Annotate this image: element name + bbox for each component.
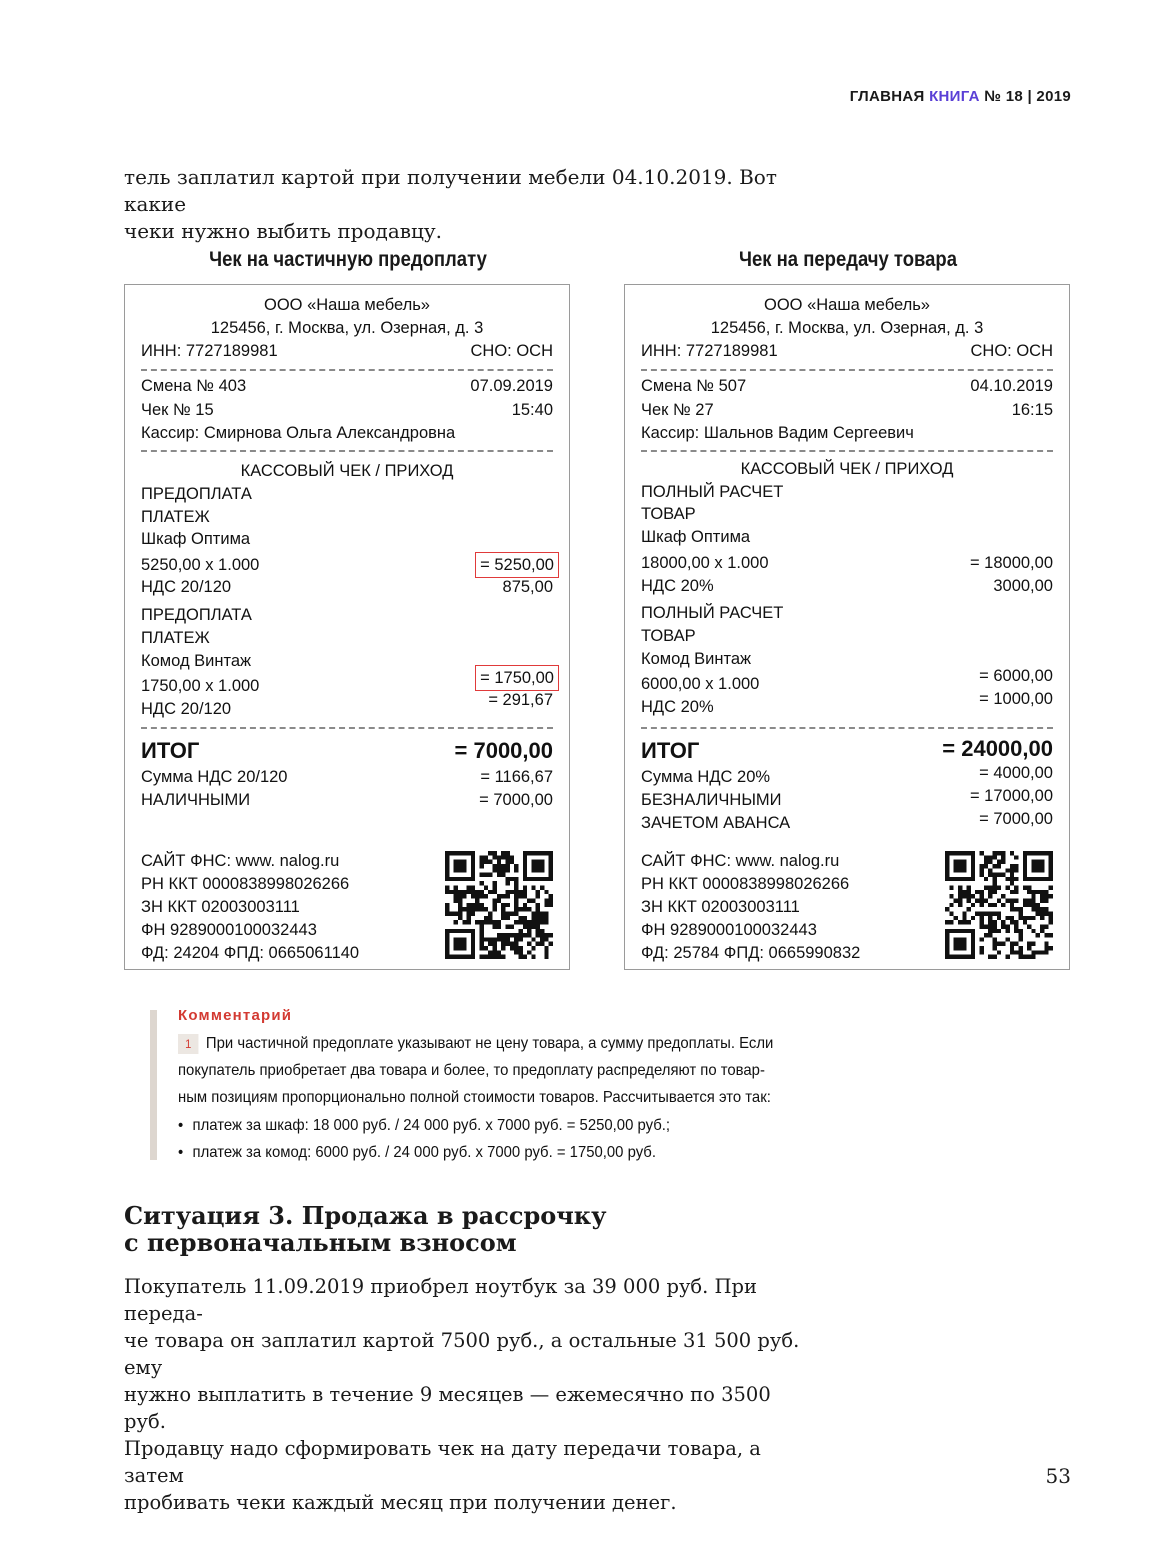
rn-kkt: РН ККТ 0000838998026266: [641, 875, 850, 893]
advance-value: = 7000,00: [979, 810, 1053, 828]
divider: [141, 369, 553, 371]
receipt-prepayment: [124, 284, 570, 970]
cashless-value: = 17000,00: [969, 787, 1053, 805]
comment-title: Комментарий: [178, 1007, 293, 1024]
item-vat: НДС 20/120: [141, 578, 232, 596]
divider: [141, 450, 553, 452]
item-sum-highlight: = 1750,00: [475, 665, 559, 691]
paragraph-line: пробивать чеки каждый месяц при получении денег.: [124, 1491, 677, 1514]
item-sum-highlight: = 5250,00: [475, 552, 559, 578]
total-value: = 7000,00: [454, 738, 553, 763]
brand-part2: КНИГА: [929, 88, 980, 105]
inn: ИНН: 7727189981: [141, 342, 278, 360]
section-paragraph: [124, 1273, 814, 1516]
time: 16:15: [1011, 401, 1053, 419]
item-vat-sum: = 291,67: [488, 691, 553, 709]
paragraph-line: нужно выплатить в течение 9 месяцев — ежемесячно по 3500 руб.: [124, 1383, 771, 1433]
fns-site: САЙТ ФНС: www. nalog.ru: [141, 852, 340, 870]
item-name: Комод Винтаж: [641, 650, 752, 668]
divider: [641, 727, 1053, 729]
item-vat: НДС 20%: [641, 698, 714, 716]
comment-text: При частичной предоплате указывают не цену товара, а сумму предоплаты. Если: [205, 1035, 774, 1052]
cashier: Кассир: Смирнова Ольга Александровна: [141, 424, 456, 442]
brand-part1: ГЛАВНАЯ: [849, 88, 925, 105]
zn-kkt: ЗН ККТ 02003003111: [141, 898, 300, 916]
calc-subject: ТОВАР: [641, 505, 696, 523]
heading-line: Ситуация 3. Продажа в рассрочку: [124, 1201, 607, 1230]
fd-fpd: ФД: 24204 ФПД: 0665061140: [141, 944, 360, 962]
item-qty: 5250,00 х 1.000: [141, 556, 260, 574]
calc-method: ПРЕДОПЛАТА: [141, 485, 252, 503]
item-sum: = 18000,00: [969, 554, 1053, 572]
company: ООО «Наша мебель»: [764, 296, 930, 314]
zn-kkt: ЗН ККТ 02003003111: [641, 898, 800, 916]
total-label: ИТОГ: [141, 738, 200, 763]
vat-total-label: Сумма НДС 20/120: [141, 768, 288, 786]
doc-type: КАССОВЫЙ ЧЕК / ПРИХОД: [740, 460, 954, 478]
payment-value: = 7000,00: [479, 791, 553, 809]
fns-site: САЙТ ФНС: www. nalog.ru: [641, 852, 840, 870]
fn-number: ФН 9289000100032443: [641, 921, 817, 939]
paragraph-line: че товара он заплатил картой 7500 руб., а остальные 31 500 руб. ему: [124, 1329, 800, 1379]
shift: Смена № 403: [141, 377, 247, 395]
cashless-label: БЕЗНАЛИЧНЫМИ: [641, 791, 782, 809]
item-sum: = 6000,00: [979, 667, 1053, 685]
item-name: Шкаф Оптима: [641, 528, 751, 546]
calc-method: ПОЛНЫЙ РАСЧЕТ: [641, 604, 784, 622]
comment-bullet: • платеж за комод: 6000 руб. / 24 000 руб. х 7000 руб. = 1750,00 руб.: [178, 1139, 773, 1166]
calc-method: ПРЕДОПЛАТА: [141, 606, 252, 624]
comment-line: [178, 1030, 773, 1057]
item-name: Комод Винтаж: [141, 652, 252, 670]
rn-kkt: РН ККТ 0000838998026266: [141, 875, 350, 893]
receipt2-title: Чек на передачу товара: [739, 248, 957, 271]
heading-line: с первоначальным взносом: [124, 1228, 517, 1257]
shift: Смена № 507: [641, 377, 747, 395]
intro-line: чеки нужно выбить продавцу.: [124, 219, 442, 243]
comment-bullet: • платеж за шкаф: 18 000 руб. / 24 000 руб. х 7000 руб. = 5250,00 руб.;: [178, 1112, 773, 1139]
vat-total-value: = 4000,00: [979, 764, 1053, 782]
address: 125456, г. Москва, ул. Озерная, д. 3: [210, 319, 484, 337]
item-vat: НДС 20/120: [141, 700, 232, 718]
item-qty: 18000,00 х 1.000: [641, 554, 769, 572]
paragraph-line: Покупатель 11.09.2019 приобрел ноутбук за 39 000 руб. При переда-: [124, 1275, 758, 1325]
fd-fpd: ФД: 25784 ФПД: 0665990832: [641, 944, 861, 962]
item-vat-sum: 875,00: [502, 578, 553, 596]
doc-type: КАССОВЫЙ ЧЕК / ПРИХОД: [240, 462, 454, 480]
section-heading: [124, 1202, 607, 1256]
divider: [641, 450, 1053, 452]
issue-info: № 18 | 2019: [984, 88, 1071, 105]
item-name: Шкаф Оптима: [141, 530, 251, 548]
qr-code-icon: [445, 851, 553, 959]
total-label: ИТОГ: [641, 738, 700, 763]
total-value: = 24000,00: [942, 736, 1053, 761]
check-number: Чек № 15: [141, 401, 214, 419]
payment-label: НАЛИЧНЫМИ: [141, 791, 251, 809]
item-vat-sum: 3000,00: [993, 577, 1053, 595]
date: 04.10.2019: [970, 377, 1053, 395]
comment-line: покупатель приобретает два товара и более, то предоплату распределяют по товар-: [178, 1062, 765, 1079]
address: 125456, г. Москва, ул. Озерная, д. 3: [710, 319, 984, 337]
advance-label: ЗАЧЕТОМ АВАНСА: [641, 814, 791, 832]
vat-total-label: Сумма НДС 20%: [641, 768, 771, 786]
calc-subject: ТОВАР: [641, 627, 696, 645]
intro-paragraph: [124, 164, 824, 245]
qr-code-icon: [945, 851, 1053, 959]
fn-number: ФН 9289000100032443: [141, 921, 317, 939]
comment-number: 1: [178, 1034, 198, 1054]
calc-subject: ПЛАТЕЖ: [141, 629, 210, 647]
item-qty: 1750,00 х 1.000: [141, 677, 260, 695]
item-vat-sum: = 1000,00: [979, 690, 1053, 708]
company: ООО «Наша мебель»: [264, 296, 430, 314]
sno: СНО: ОСН: [470, 342, 553, 360]
vat-total-value: = 1166,67: [480, 768, 553, 786]
cashier: Кассир: Шальнов Вадим Сергеевич: [641, 424, 914, 442]
masthead: [850, 88, 1071, 105]
page-number: 53: [1045, 1464, 1071, 1488]
receipt1-title: Чек на частичную предоплату: [209, 248, 487, 271]
intro-line: тель заплатил картой при получении мебели 04.10.2019. Вот какие: [124, 165, 777, 216]
comment-line: ным позициям пропорционально полной стоимости товаров. Рассчитывается это так:: [178, 1089, 771, 1106]
sno: СНО: ОСН: [970, 342, 1053, 360]
inn: ИНН: 7727189981: [641, 342, 778, 360]
calc-subject: ПЛАТЕЖ: [141, 508, 210, 526]
comment-bar: [150, 1010, 157, 1160]
item-qty: 6000,00 х 1.000: [641, 675, 760, 693]
divider: [141, 727, 553, 729]
paragraph-line: Продавцу надо сформировать чек на дату передачи товара, а затем: [124, 1437, 761, 1487]
calc-method: ПОЛНЫЙ РАСЧЕТ: [641, 483, 784, 501]
date: 07.09.2019: [470, 377, 553, 395]
time: 15:40: [511, 401, 553, 419]
divider: [641, 369, 1053, 371]
receipt-transfer: [624, 284, 1070, 970]
check-number: Чек № 27: [641, 401, 714, 419]
item-vat: НДС 20%: [641, 577, 714, 595]
